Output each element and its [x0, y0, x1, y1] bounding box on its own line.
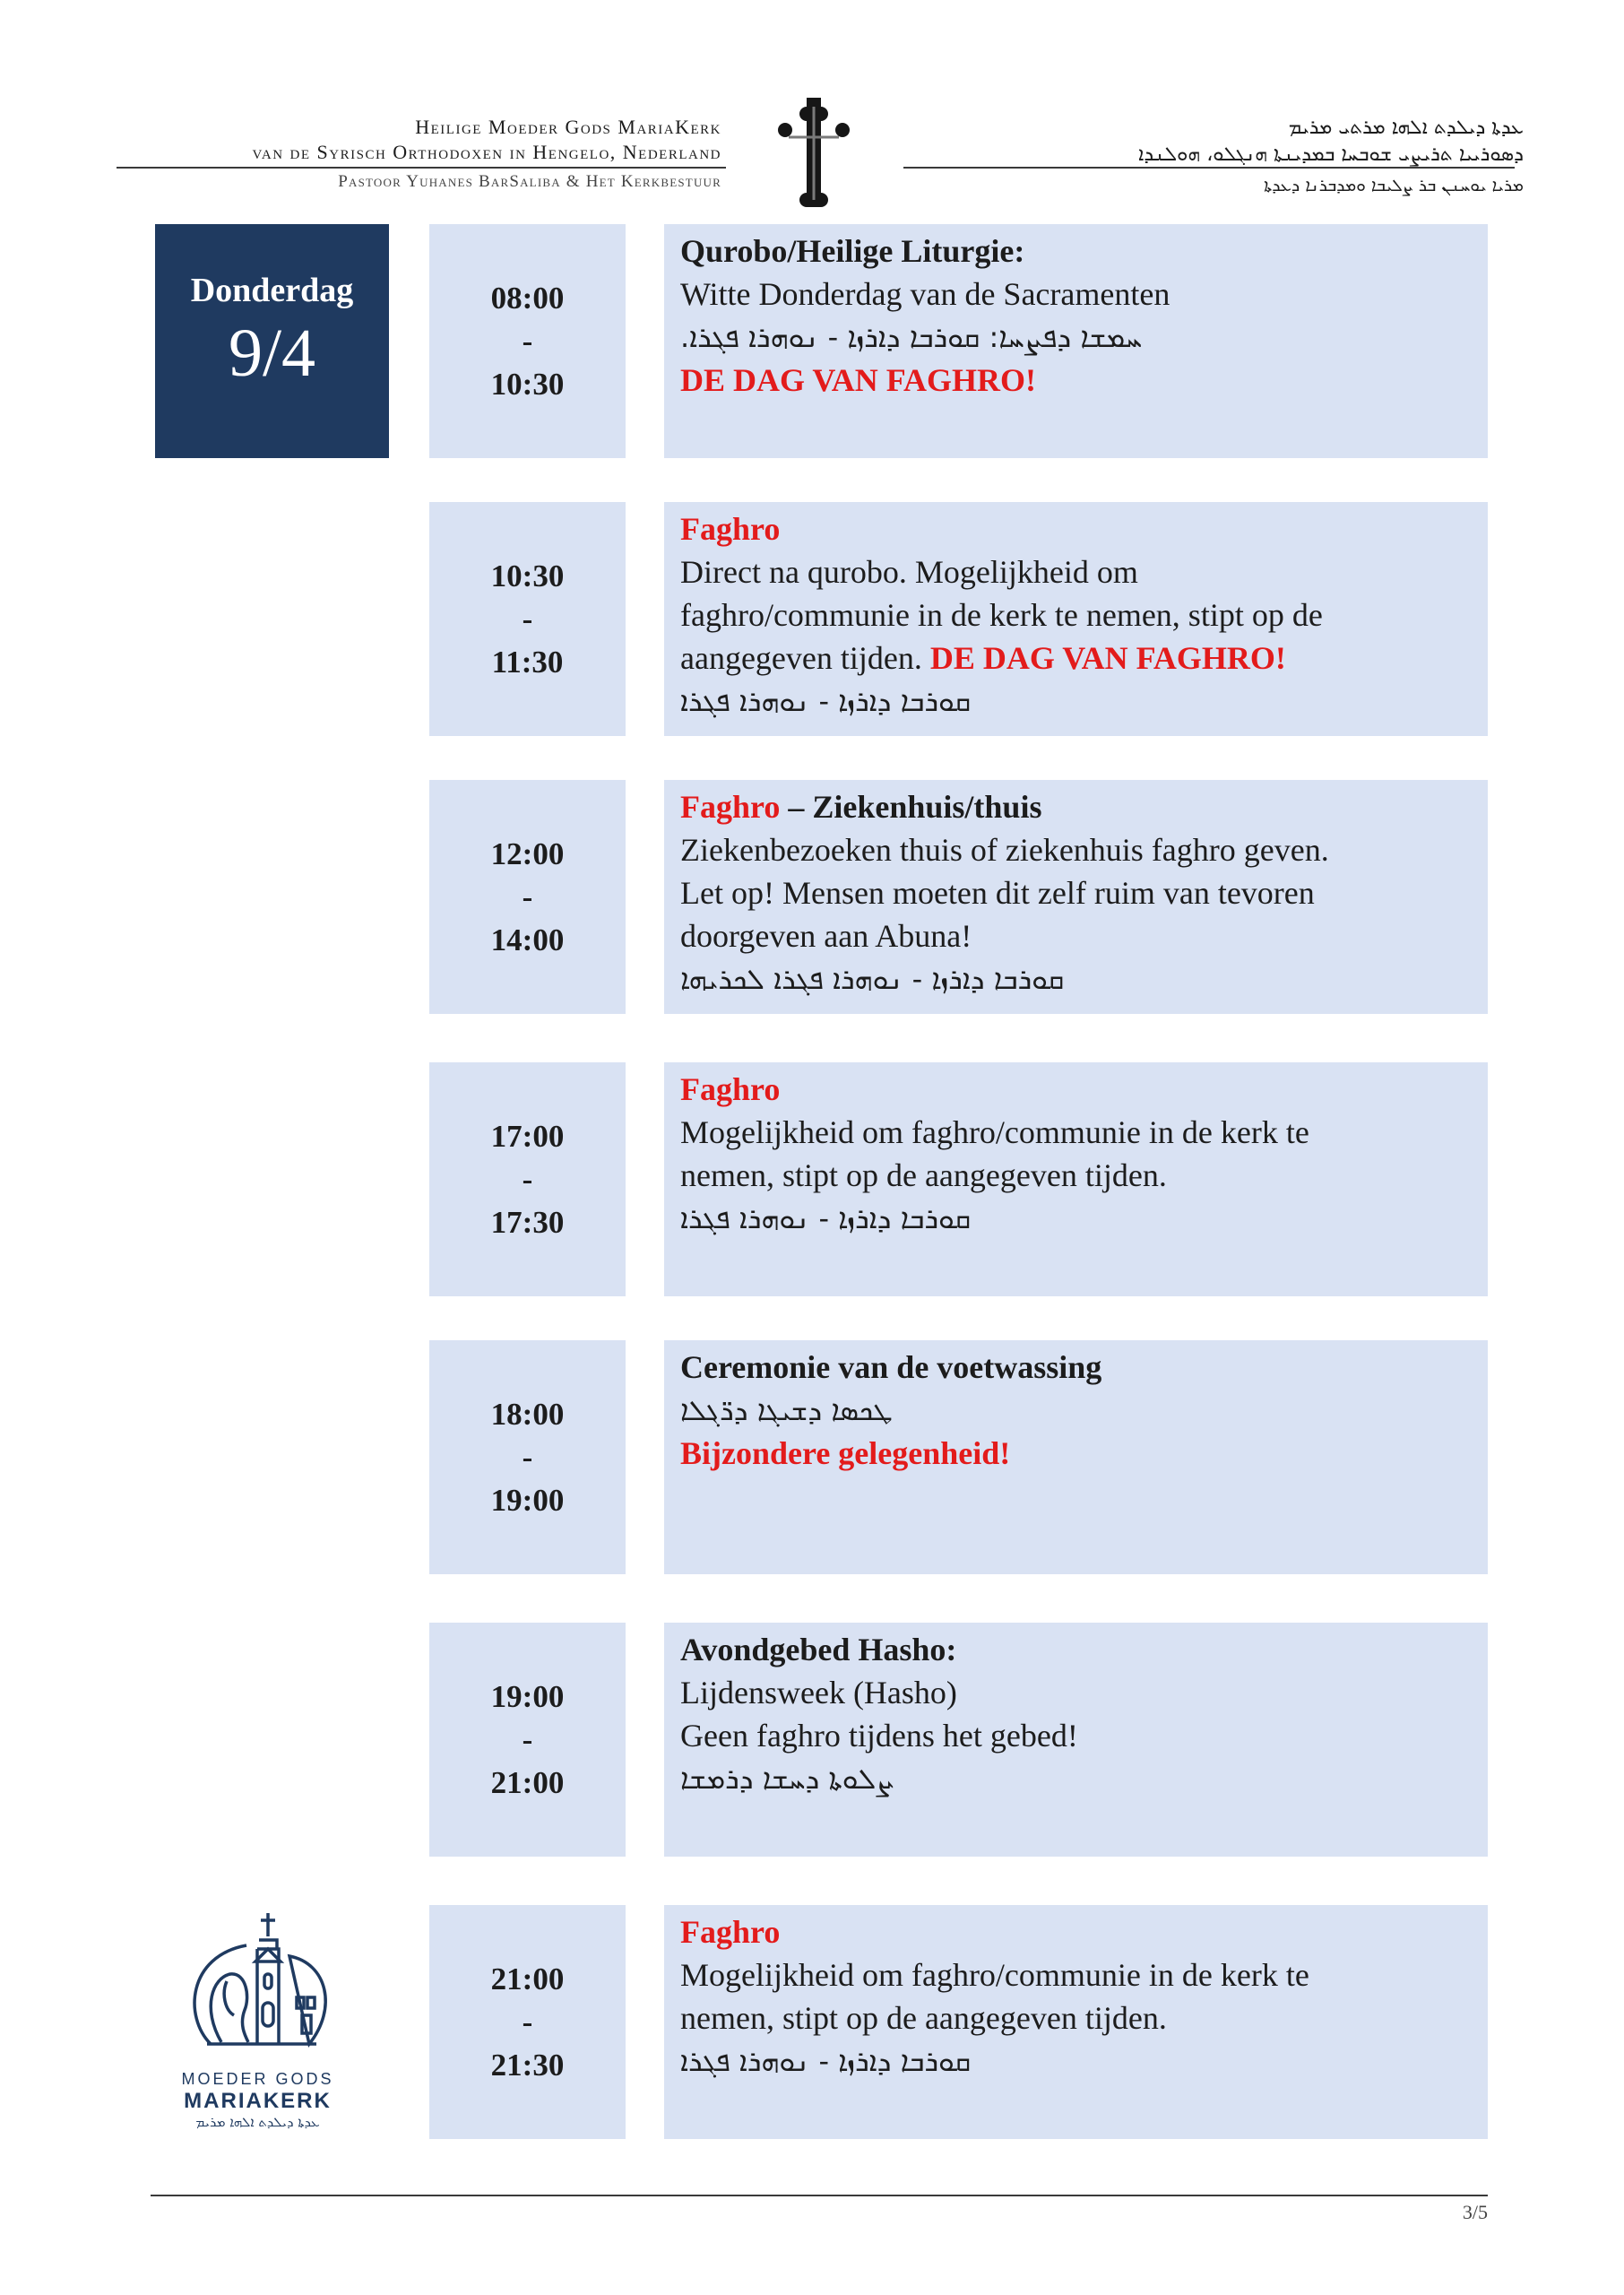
event-syriac: ܩܘܪܒܐ ܕܐܪܙܐ - ܢܘܗܪܐ ܦܓܪܐ	[680, 1201, 972, 1235]
date-box	[155, 224, 389, 458]
event-text: Lijdensweek (Hasho)	[680, 1675, 957, 1710]
event-title: Avondgebed Hasho:	[680, 1632, 957, 1667]
time-end: 14:00	[490, 922, 565, 957]
event-text: Mogelijkheid om faghro/communie in de kerk te	[680, 1957, 1309, 1993]
church-name: Heilige Moeder Gods MariaKerk	[415, 116, 721, 138]
logo-text-syriac: ܥܕܬܐ ܕܝܠܕܬ ܐܠܗܐ ܡܪܝܡ	[195, 2114, 320, 2130]
event-title: Faghro	[680, 511, 781, 547]
time-end: 11:30	[491, 644, 564, 680]
event-time-box	[429, 1905, 626, 2139]
time-start: 18:00	[490, 1396, 565, 1432]
time-separator: -	[522, 601, 533, 637]
time-start: 21:00	[490, 1961, 565, 1996]
header-left	[117, 115, 721, 165]
time-end: 10:30	[490, 366, 565, 402]
event-title: Qurobo/Heilige Liturgie:	[680, 233, 1025, 269]
event-description-box	[664, 1623, 1488, 1857]
event-description-box	[664, 224, 1488, 458]
event-title: Faghro	[680, 789, 781, 825]
event-description-box	[664, 1340, 1488, 1574]
event-time-box	[429, 1340, 626, 1574]
header-rule-right	[903, 167, 1515, 169]
time-separator: -	[522, 1439, 533, 1475]
event-text: nemen, stipt op de aangegeven tijden.	[680, 1157, 1167, 1193]
event-text: doorgeven aan Abuna!	[680, 918, 972, 954]
time-start: 19:00	[490, 1678, 565, 1714]
time-separator: -	[522, 1161, 533, 1197]
event-text: Mogelijkheid om faghro/communie in de kerk te	[680, 1114, 1309, 1150]
syriac-church-name: ܥܕܬܐ ܕܝܠܕܬ ܐܠܗܐ ܡܪܬܝ ܡܪܝܡ	[1288, 117, 1524, 139]
church-subtitle: van de Syrisch Orthodoxen in Hengelo, Nederland	[252, 141, 721, 163]
event-syriac: ܩܘܪܒܐ ܕܐܪܙܐ - ܢܘܗܪܐ ܦܓܪܐ	[680, 684, 972, 718]
logo-text-top: MOEDER GODS	[181, 2070, 334, 2088]
event-description-box	[664, 780, 1488, 1014]
event-title: Ceremonie van de voetwassing	[680, 1349, 1102, 1385]
event-text: Let op! Mensen moeten dit zelf ruim van tevoren	[680, 875, 1315, 911]
event-time-box	[429, 1062, 626, 1296]
time-start: 12:00	[490, 836, 565, 871]
footer-rule	[151, 2195, 1488, 2196]
cross-icon	[771, 94, 857, 209]
event-alert: DE DAG VAN FAGHRO!	[929, 640, 1286, 676]
event-time-box	[429, 502, 626, 736]
time-separator: -	[522, 323, 533, 359]
church-logo	[175, 1910, 341, 2143]
event-title-suffix: – Ziekenhuis/thuis	[780, 789, 1042, 825]
day-name: Donderdag	[190, 272, 354, 309]
event-time-box	[429, 1623, 626, 1857]
header-rule-left	[117, 167, 726, 169]
time-start: 08:00	[490, 280, 565, 316]
time-separator: -	[522, 1721, 533, 1757]
page-number: 3/5	[1462, 2201, 1488, 2223]
event-time-box	[429, 780, 626, 1014]
event-text: faghro/communie in de kerk te nemen, stipt op de	[680, 597, 1323, 633]
event-title: Faghro	[680, 1914, 781, 1950]
event-title: Faghro	[680, 1071, 781, 1107]
event-text: Witte Donderdag van de Sacramenten	[680, 276, 1170, 312]
syriac-church-subtitle: ܕܣܘܪܝܝܐ ܬܪܝܨܝ ܫܘܒܚܐ ܒܡܕܝܢܬܐ ܗܢܓܠܘ، ܗܘܠܢܕܐ	[1138, 143, 1524, 166]
event-syriac: ܛܟܣܐ ܕܫܝܓܐ ܕܪ̈ܓܠܐ	[680, 1393, 893, 1427]
event-description-box	[664, 1905, 1488, 2139]
event-text: Direct na qurobo. Mogelijkheid om	[680, 554, 1138, 590]
time-end: 17:30	[490, 1204, 565, 1240]
event-syriac: ܩܘܪܒܐ ܕܐܪܙܐ - ܢܘܗܪܐ ܦܓܪܐ	[680, 2044, 972, 2078]
event-text: Geen faghro tijdens het gebed!	[680, 1718, 1078, 1754]
syriac-pastor-line: ܡܪܝܐ ܝܘܚܢܢ ܒܪ ܨܠܝܒܐ ܘܡܕܒܪܢܐ ܕܥܕܬܐ	[1264, 176, 1524, 195]
time-end: 21:30	[490, 2047, 565, 2083]
event-description-box	[664, 502, 1488, 736]
pastor-line: Pastoor Yuhanes BarSaliba & Het Kerkbestuur	[338, 172, 721, 191]
time-separator: -	[522, 2004, 533, 2040]
event-text: nemen, stipt op de aangegeven tijden.	[680, 2000, 1167, 2036]
time-end: 21:00	[490, 1764, 565, 1800]
header-right	[914, 115, 1524, 195]
event-alert: Bijzondere gelegenheid!	[680, 1435, 1011, 1471]
church-logo-icon	[175, 1910, 341, 2062]
event-text: aangegeven tijden.	[680, 640, 922, 676]
event-alert: DE DAG VAN FAGHRO!	[680, 362, 1037, 398]
logo-text-main: MARIAKERK	[184, 2089, 332, 2113]
time-start: 17:00	[490, 1118, 565, 1154]
event-description-box	[664, 1062, 1488, 1296]
event-syriac: ܩܘܪܒܐ ܕܐܪܙܐ - ܢܘܗܪܐ ܦܓܪܐ ܠܟܪܝܗܐ	[680, 962, 1065, 996]
time-end: 19:00	[490, 1482, 565, 1518]
time-start: 10:30	[490, 558, 565, 593]
event-text: Ziekenbezoeken thuis of ziekenhuis faghro geven.	[680, 832, 1329, 868]
event-syriac: ܨܠܘܬܐ ܕܚܫܐ ܕܪܡܫܐ	[680, 1762, 894, 1796]
day-date: 9/4	[228, 316, 316, 391]
event-time-box	[429, 224, 626, 458]
time-separator: -	[522, 879, 533, 914]
event-syriac: ܚܡܫܐ ܕܦܨܚܐ: ܩܘܪܒܐ ܕܐܪܙܐ - ܢܘܗܪܐ ܦܓܪܐ.	[680, 320, 1143, 354]
